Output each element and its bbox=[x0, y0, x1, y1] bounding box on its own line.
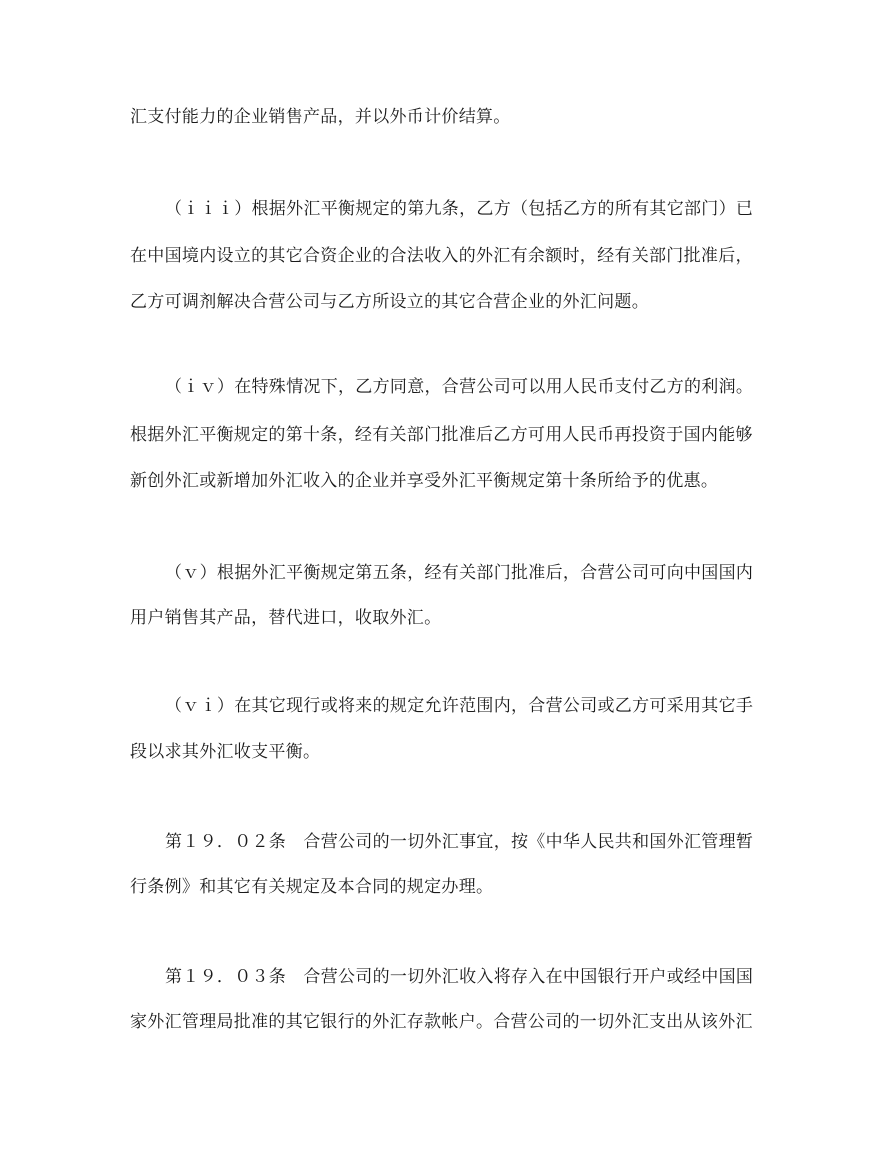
paragraph-3-line-3: 新创外汇或新增加外汇收入的企业并享受外汇平衡规定第十条所给予的优惠。 bbox=[130, 471, 719, 491]
paragraph-7-line-1: 第１９．０３条 合营公司的一切外汇收入将存入在中国银行开户或经中国国 bbox=[165, 967, 754, 987]
paragraph-3-line-2: 根据外汇平衡规定的第十条，经有关部门批准后乙方可用人民币再投资于国内能够 bbox=[130, 425, 753, 445]
paragraph-1-line-1: 汇支付能力的企业销售产品，并以外币计价结算。 bbox=[130, 107, 511, 127]
paragraph-7-line-2: 家外汇管理局批准的其它银行的外汇存款帐户。合营公司的一切外汇支出从该外汇 bbox=[130, 1012, 753, 1032]
paragraph-4-line-1: （ｖ）根据外汇平衡规定第五条，经有关部门批准后，合营公司可向中国国内 bbox=[165, 563, 754, 583]
paragraph-4-line-2: 用户销售其产品，替代进口，收取外汇。 bbox=[130, 608, 442, 628]
paragraph-2-line-3: 乙方可调剂解决合营公司与乙方所设立的其它合营企业的外汇问题。 bbox=[130, 292, 649, 312]
paragraph-2-line-1: （ｉｉｉ）根据外汇平衡规定的第九条，乙方（包括乙方的所有其它部门）已 bbox=[165, 199, 754, 219]
paragraph-5-line-2: 段以求其外汇收支平衡。 bbox=[130, 742, 321, 762]
paragraph-5-line-1: （ｖｉ）在其它现行或将来的规定允许范围内，合营公司或乙方可采用其它手 bbox=[165, 696, 754, 716]
paragraph-2-line-2: 在中国境内设立的其它合资企业的合法收入的外汇有余额时，经有关部门批准后， bbox=[130, 246, 753, 266]
paragraph-3-line-1: （ｉｖ）在特殊情况下，乙方同意，合营公司可以用人民币支付乙方的利润。 bbox=[165, 377, 754, 397]
paragraph-6-line-2: 行条例》和其它有关规定及本合同的规定办理。 bbox=[130, 877, 494, 897]
paragraph-6-line-1: 第１９．０２条 合营公司的一切外汇事宜，按《中华人民共和国外汇管理暂 bbox=[165, 832, 754, 852]
